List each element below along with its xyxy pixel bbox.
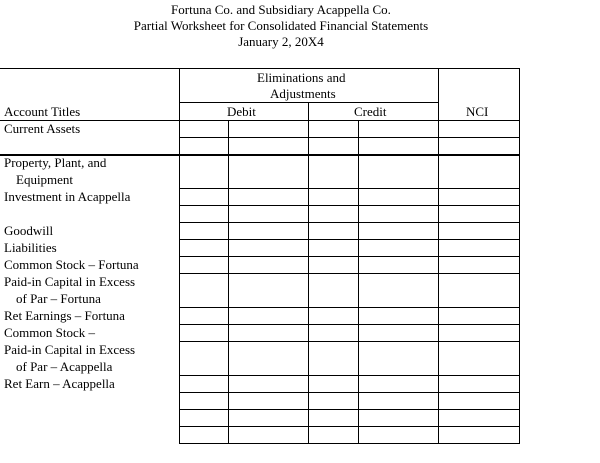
account-title: of Par – Fortuna — [16, 291, 101, 306]
account-title: Goodwill — [4, 223, 54, 238]
account-title: Common Stock – — [4, 325, 96, 340]
account-titles-header: Account Titles — [4, 104, 81, 119]
column-group-heading-line2: Adjustments — [270, 86, 336, 101]
row-rule — [179, 205, 520, 206]
row-rule — [179, 137, 520, 138]
row-rule — [179, 324, 520, 325]
row-rule — [179, 256, 520, 257]
worksheet-date: January 2, 20X4 — [238, 34, 324, 49]
row-rule — [179, 273, 520, 274]
worksheet-title: Partial Worksheet for Consolidated Financial Statements — [133, 18, 429, 33]
account-title: Common Stock – Fortuna — [4, 257, 139, 272]
credit-header: Credit — [354, 104, 387, 119]
account-title: of Par – Acappella — [16, 359, 113, 374]
column-group-heading-line1: Eliminations and — [257, 70, 346, 85]
row-rule — [179, 392, 520, 393]
account-title: Investment in Acappella — [4, 189, 131, 204]
account-title: Current Assets — [4, 121, 81, 136]
nci-header: NCI — [466, 104, 489, 119]
row-rule — [179, 222, 520, 223]
row-rule — [179, 426, 520, 427]
account-title: Paid-in Capital in Excess — [4, 274, 136, 289]
row-rule — [179, 307, 520, 308]
row-rule — [179, 154, 520, 156]
account-title: Ret Earn – Acappella — [4, 376, 115, 391]
row-rule — [179, 188, 520, 189]
company-title: Fortuna Co. and Subsidiary Acappella Co. — [171, 2, 391, 17]
group-heading-divider — [179, 102, 439, 103]
account-title: Paid-in Capital in Excess — [4, 342, 136, 357]
account-title: Ret Earnings – Fortuna — [4, 308, 125, 323]
column-divider-credit-inner — [358, 120, 359, 444]
row-rule — [179, 375, 520, 376]
column-divider-debit-inner — [228, 120, 229, 444]
row-rule — [179, 239, 520, 240]
account-title: Equipment — [16, 172, 74, 187]
row-rule — [179, 443, 520, 444]
account-title: Property, Plant, and — [4, 155, 107, 170]
row-rule — [179, 341, 520, 342]
row-rule — [179, 409, 520, 410]
debit-header: Debit — [227, 104, 256, 119]
account-title: Liabilities — [4, 240, 57, 255]
table-top-border — [0, 68, 520, 69]
